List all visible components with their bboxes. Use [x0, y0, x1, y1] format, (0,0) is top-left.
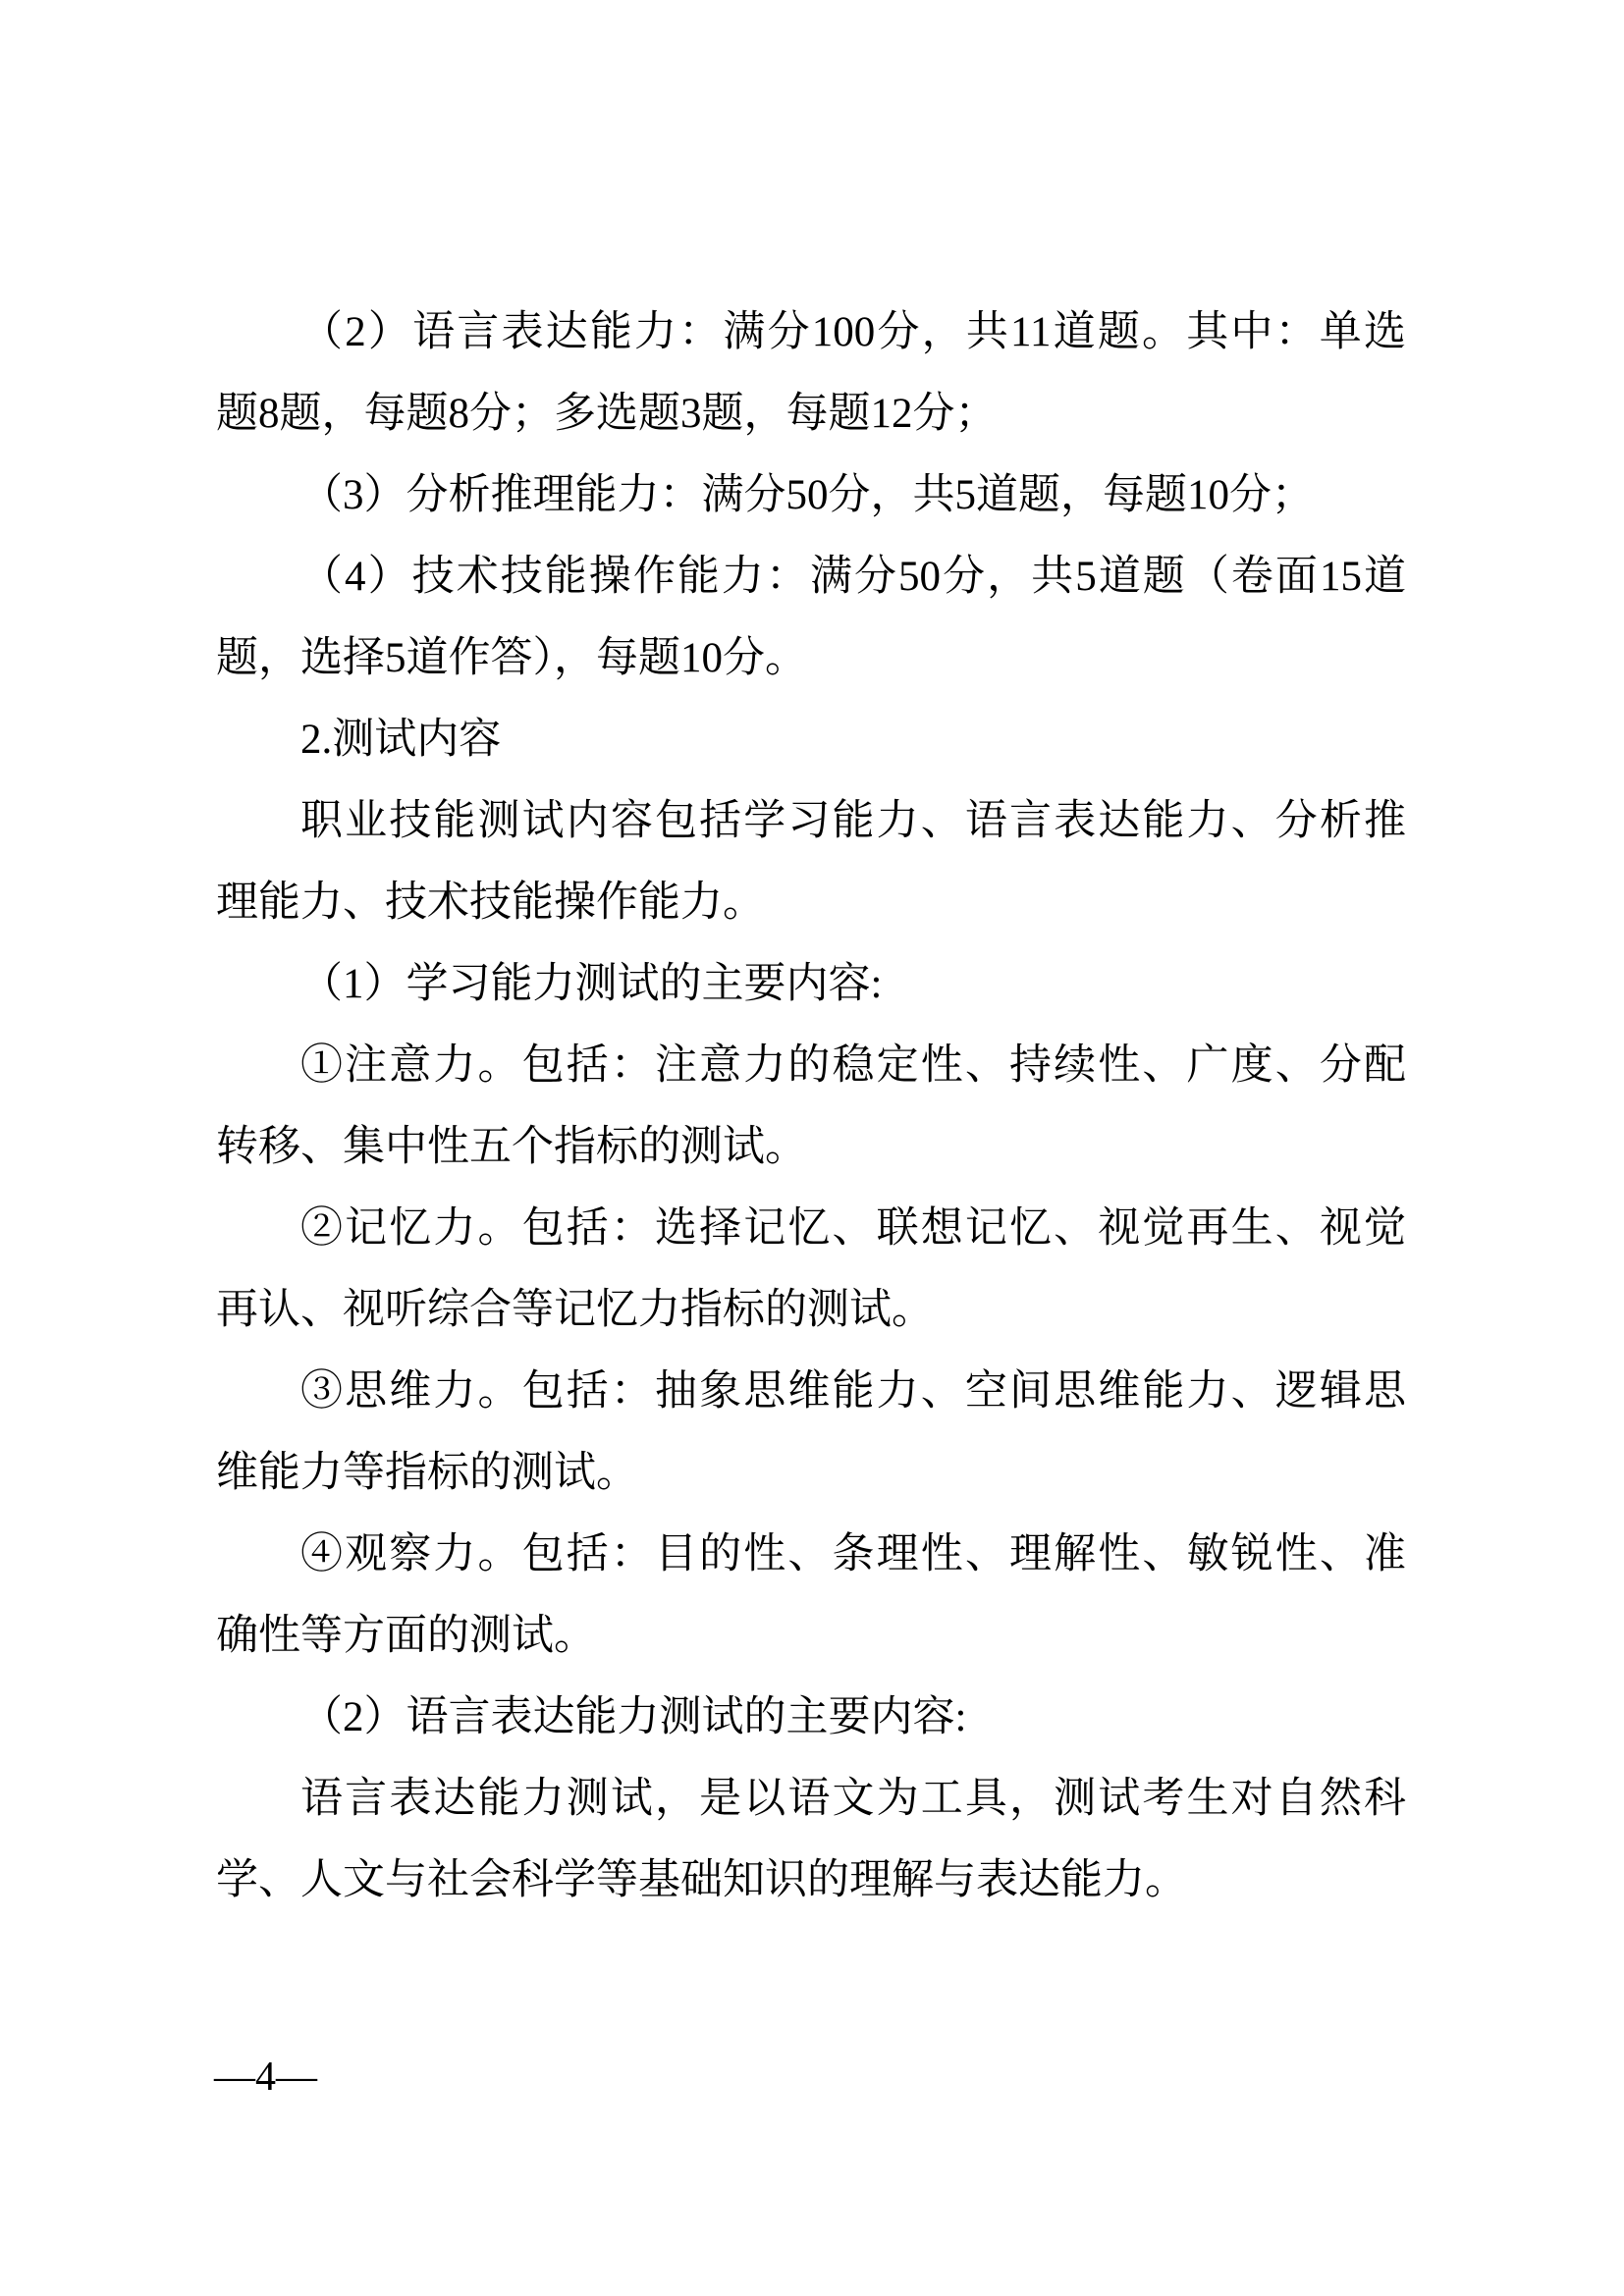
document-body	[216, 292, 1406, 1921]
text-line: 2.测试内容	[300, 717, 502, 763]
text-line: （2）语言表达能力测试的主要内容:	[300, 1694, 967, 1740]
text-line: ④观察力。包括：目的性、条理性、理解性、敏锐性、准	[300, 1531, 1406, 1577]
text-line: （4）技术技能操作能力：满分50分，共5道题（卷面15道	[300, 554, 1406, 600]
text-line: 题8题，每题8分；多选题3题，每题12分；	[216, 391, 998, 437]
text-line: 再认、视听综合等记忆力指标的测试。	[216, 1287, 934, 1333]
text-line: 维能力等指标的测试。	[216, 1450, 638, 1496]
text-line: （1）学习能力测试的主要内容:	[300, 961, 883, 1007]
text-line: ②记忆力。包括：选择记忆、联想记忆、视觉再生、视觉	[300, 1205, 1406, 1252]
text-line: ③思维力。包括：抽象思维能力、空间思维能力、逻辑思	[300, 1368, 1406, 1415]
text-line: 学、人文与社会科学等基础知识的理解与表达能力。	[216, 1857, 1187, 1903]
text-line: （2）语言表达能力：满分100分，共11道题。其中：单选	[300, 309, 1406, 355]
text-line: 职业技能测试内容包括学习能力、语言表达能力、分析推	[300, 798, 1406, 844]
text-line: 转移、集中性五个指标的测试。	[216, 1124, 807, 1170]
text-line: ①注意力。包括：注意力的稳定性、持续性、广度、分配	[300, 1042, 1406, 1089]
text-line: 语言表达能力测试，是以语文为工具，测试考生对自然科	[300, 1776, 1406, 1822]
text-line: （3）分析推理能力：满分50分，共5道题，每题10分；	[300, 472, 1314, 518]
text-line: 题，选择5道作答），每题10分。	[216, 635, 807, 681]
text-line: 理能力、技术技能操作能力。	[216, 880, 765, 926]
text-line: 确性等方面的测试。	[216, 1613, 596, 1659]
page-number: —4—	[214, 2055, 317, 2100]
